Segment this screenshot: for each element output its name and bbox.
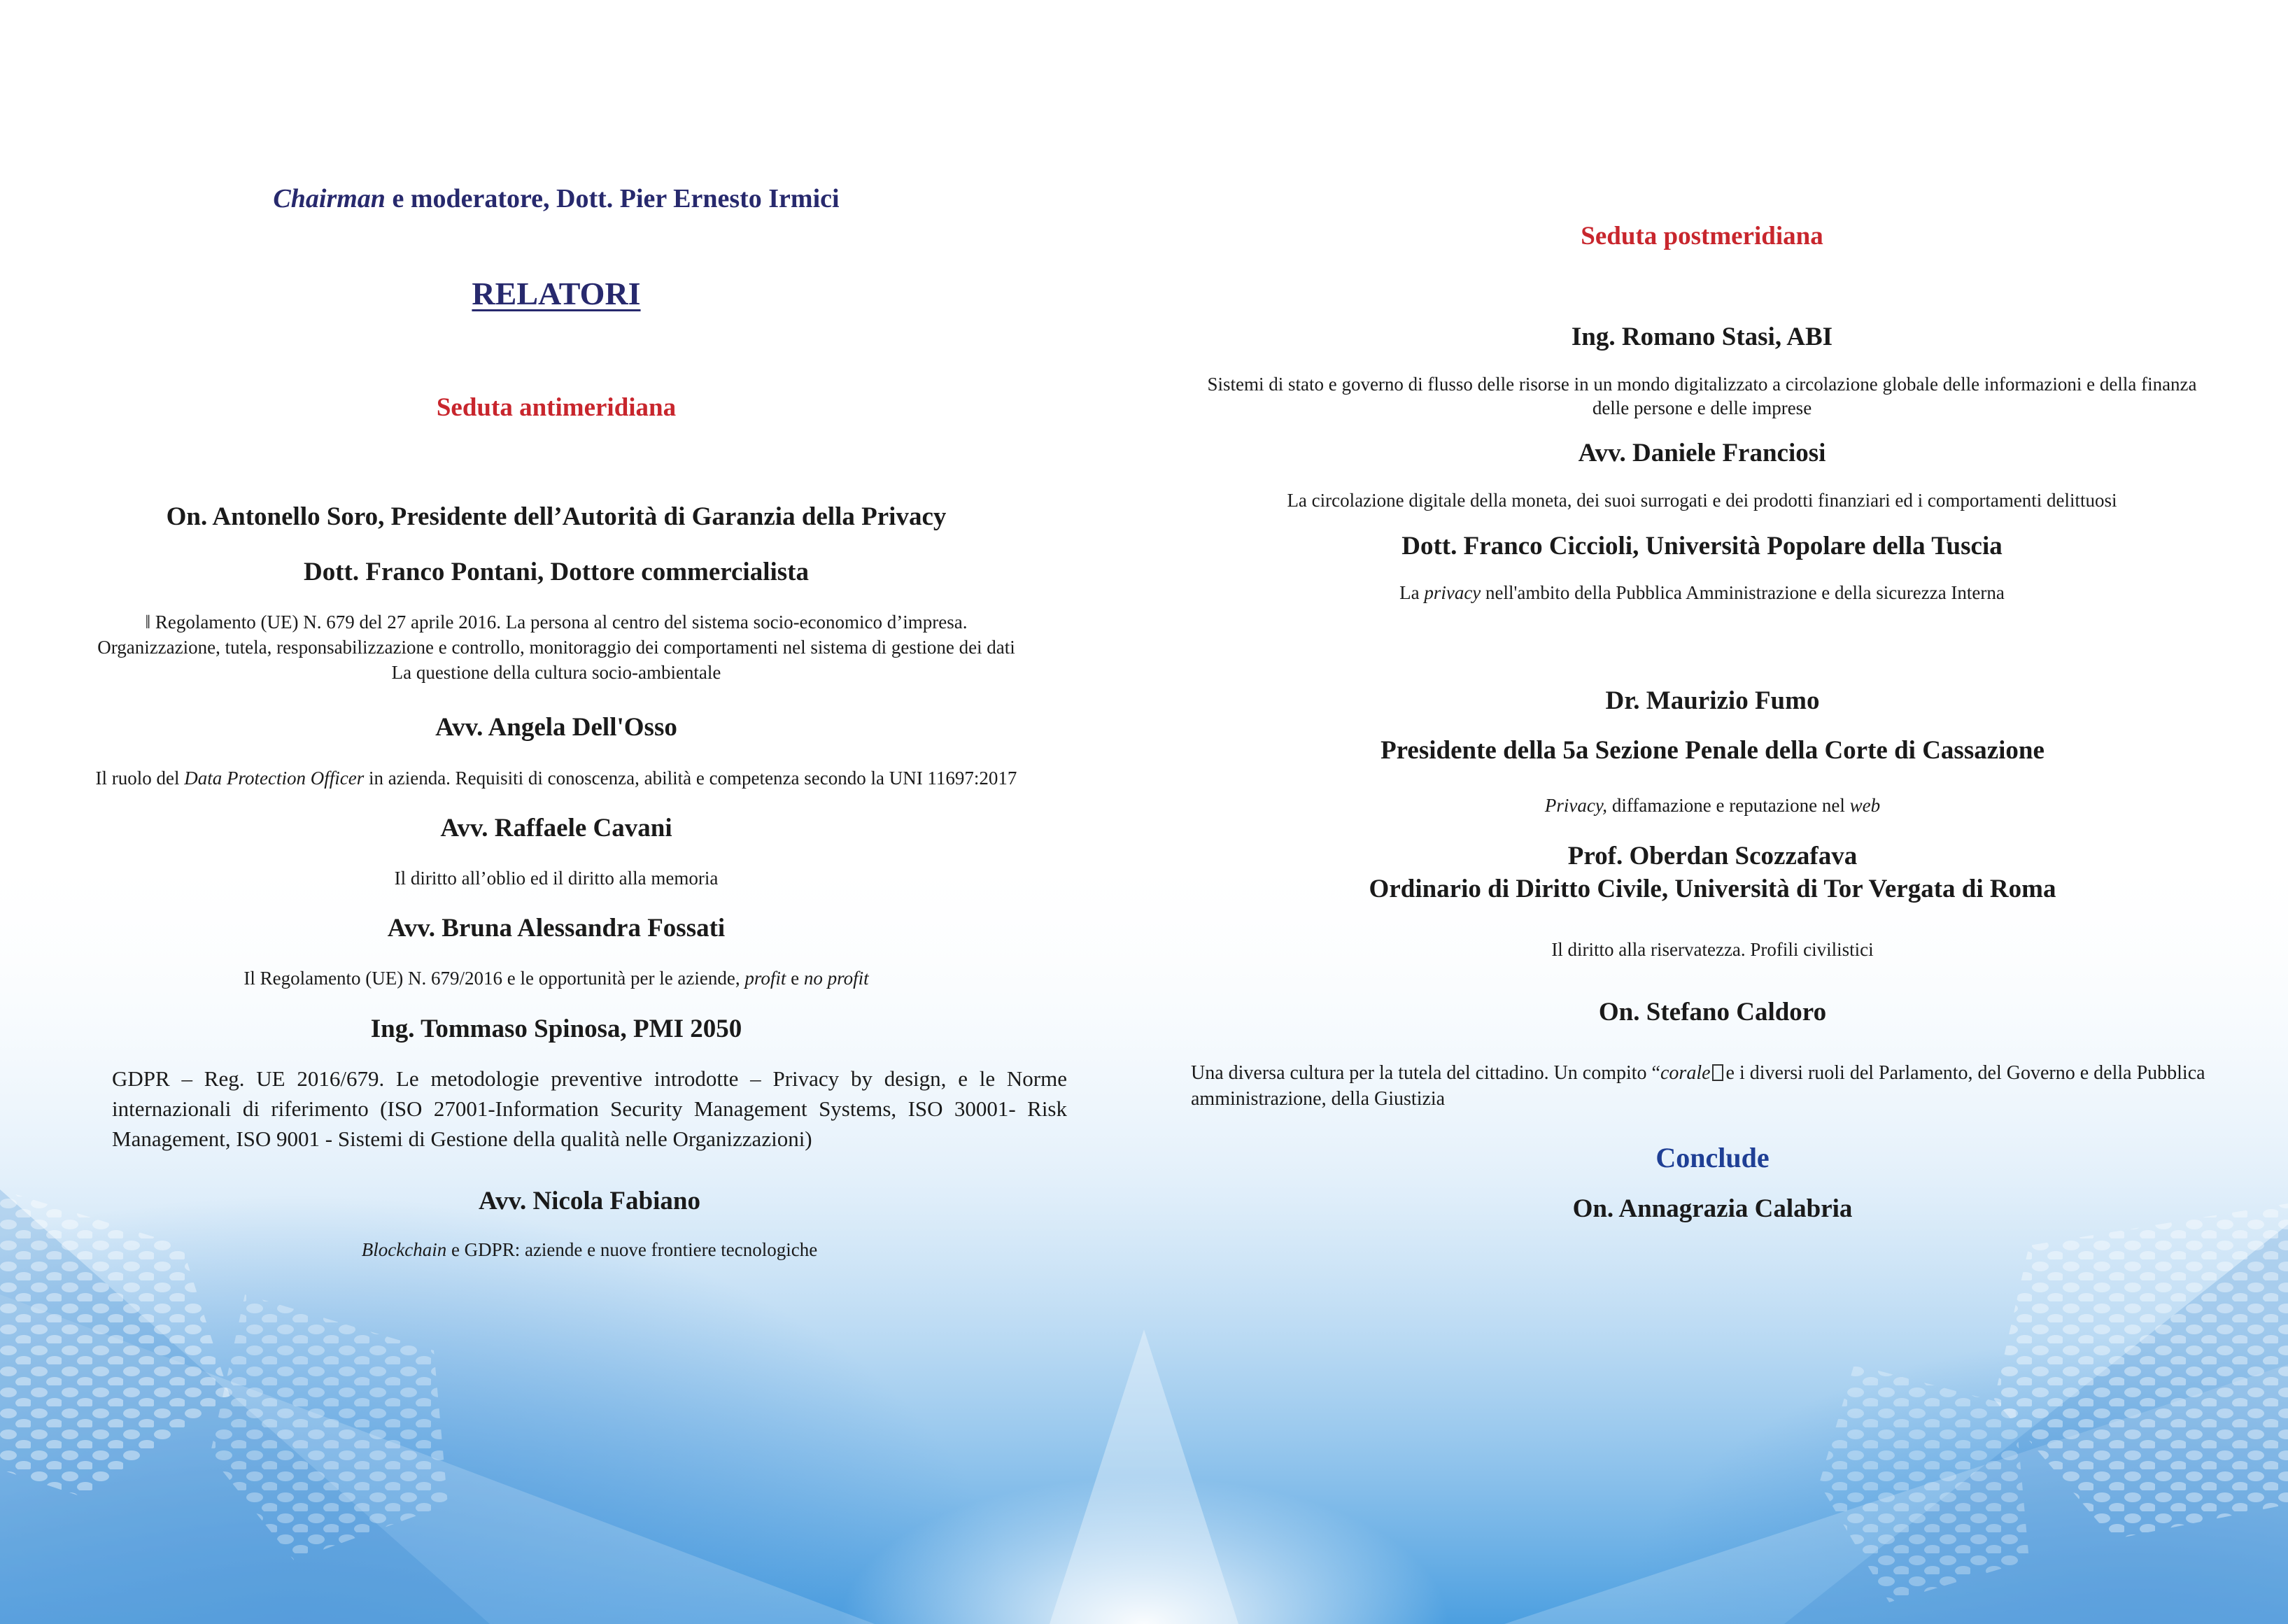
session-afternoon-heading: Seduta postmeridiana (1581, 222, 1823, 250)
speaker-stasi-desc-line2: delle persone e delle imprese (1592, 397, 1812, 418)
speaker-pontani-desc-line1: ǁ Regolamento (UE) N. 679 del 27 aprile 2016. La persona al centro del sistema socio-economico d’impresa. (145, 612, 968, 633)
speaker-stasi: Ing. Romano Stasi, ABI (1571, 323, 1833, 351)
speaker-fumo: Dr. Maurizio Fumo (1605, 686, 1820, 715)
speaker-scozzafava-desc: Il diritto alla riservatezza. Profili civilistici (1551, 939, 1874, 960)
speaker-cavani: Avv. Raffaele Cavani (440, 814, 672, 842)
speaker-pontani: Dott. Franco Pontani, Dottore commercialista (303, 558, 809, 586)
chairman-label: Chairman (273, 184, 386, 213)
speaker-fossati-desc: Il Regolamento (UE) N. 679/2016 e le opportunità per le aziende, profit e no profit (243, 968, 869, 989)
right-page (1144, 0, 2288, 1624)
speaker-spinosa-desc: GDPR – Reg. UE 2016/679. Le metodologie preventive introdotte – Privacy by design, e le Norme internazionali di riferimento (ISO 27001-Information Security Management Systems, ISO 30001- Risk Management, ISO 9001 - Sistemi di Gestione della qualità nelle Organizzazioni) (112, 1066, 1067, 1151)
speaker-fabiano: Avv. Nicola Fabiano (479, 1187, 700, 1215)
speaker-ciccioli-desc: La privacy nell'ambito della Pubblica Amministrazione e della sicurezza Interna (1399, 582, 2005, 603)
speaker-cavani-desc: Il diritto all’oblio ed il diritto alla memoria (394, 868, 719, 889)
speaker-pontani-desc-line2: Organizzazione, tutela, responsabilizzazione e controllo, monitoraggio dei comportamenti nel sistema di gestione dei dati (97, 637, 1015, 658)
speaker-franciosi-desc: La circolazione digitale della moneta, dei suoi surrogati e dei prodotti finanziari ed i comportamenti delittuosi (1287, 490, 2117, 511)
relatori-heading: RELATORI (472, 276, 641, 311)
session-morning-heading: Seduta antimeridiana (436, 393, 677, 422)
speaker-stasi-desc-line1: Sistemi di stato e governo di flusso delle risorse in un mondo digitalizzato a circolazione globale delle informazioni e della finanza (1207, 374, 2197, 395)
speaker-scozzafava-title: Ordinario di Diritto Civile, Università di Tor Vergata di Roma (1369, 875, 2056, 903)
speaker-spinosa: Ing. Tommaso Spinosa, PMI 2050 (370, 1015, 742, 1043)
speaker-fossati: Avv. Bruna Alessandra Fossati (387, 914, 726, 942)
speaker-dellosso: Avv. Angela Dell'Osso (435, 713, 677, 742)
speaker-caldoro-desc: Una diversa cultura per la tutela del cittadino. Un compito “corale e i diversi ruoli del Parlamento, del Governo e della Pubblica amministrazione, della Giustizia (1191, 1062, 2205, 1110)
left-page (0, 0, 1113, 1624)
speaker-franciosi: Avv. Daniele Franciosi (1578, 439, 1826, 467)
speaker-caldoro: On. Stefano Caldoro (1598, 998, 1827, 1026)
speaker-calabria: On. Annagrazia Calabria (1572, 1194, 1853, 1223)
speaker-scozzafava: Prof. Oberdan Scozzafava (1567, 842, 1858, 870)
chairman-name: e moderatore, Dott. Pier Ernesto Irmici (385, 184, 840, 213)
speaker-ciccioli: Dott. Franco Ciccioli, Università Popolare della Tuscia (1401, 532, 2003, 560)
speaker-pontani-desc-line3: La questione della cultura socio-ambientale (391, 662, 721, 683)
speaker-fumo-title: Presidente della 5a Sezione Penale della Corte di Cassazione (1380, 736, 2045, 765)
speaker-fabiano-desc: Blockchain e GDPR: aziende e nuove frontiere tecnologiche (361, 1239, 818, 1260)
speaker-fumo-desc: Privacy, diffamazione e reputazione nel web (1544, 795, 1881, 816)
missing-glyph-icon (1712, 1064, 1723, 1081)
chairman-line (0, 183, 1113, 214)
speaker-dellosso-desc: Il ruolo del Data Protection Officer in azienda. Requisiti di conoscenza, abilità e competenza secondo la UNI 11697:2017 (95, 768, 1017, 789)
concludes-heading: Conclude (1655, 1142, 1770, 1173)
speaker-soro: On. Antonello Soro, Presidente dell’Autorità di Garanzia della Privacy (166, 502, 947, 531)
